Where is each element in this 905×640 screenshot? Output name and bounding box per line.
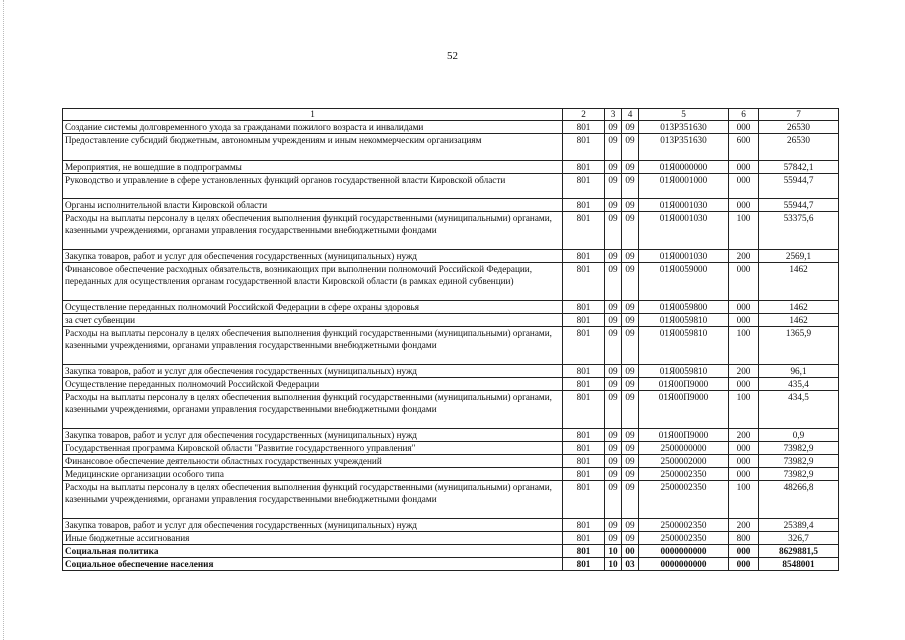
row-name-cell: Закупка товаров, работ и услуг для обеспечения государственных (муниципальных) нужд	[63, 429, 563, 442]
row-value-cell: 01Я0001030	[639, 199, 729, 212]
row-value-cell: 801	[563, 558, 605, 571]
row-name-cell: Иные бюджетные ассигнования	[63, 532, 563, 545]
row-value-cell: 000	[729, 301, 759, 314]
row-value-cell: 53375,6	[759, 212, 839, 250]
row-value-cell: 801	[563, 468, 605, 481]
row-value-cell: 801	[563, 314, 605, 327]
row-value-cell: 09	[622, 468, 639, 481]
row-value-cell: 09	[605, 378, 622, 391]
row-value-cell: 000	[729, 378, 759, 391]
table-header-row	[63, 109, 839, 121]
row-value-cell: 09	[605, 301, 622, 314]
row-value-cell: 73982,9	[759, 442, 839, 455]
table-row	[63, 250, 839, 263]
row-value-cell: 09	[605, 199, 622, 212]
row-value-cell: 2500000000	[639, 442, 729, 455]
table-row	[63, 468, 839, 481]
row-value-cell: 09	[622, 314, 639, 327]
row-value-cell: 09	[622, 134, 639, 161]
table-row	[63, 391, 839, 429]
row-value-cell: 09	[605, 391, 622, 429]
table-row	[63, 481, 839, 519]
row-value-cell: 01Я00П9000	[639, 391, 729, 429]
row-value-cell: 801	[563, 121, 605, 134]
row-value-cell: 801	[563, 199, 605, 212]
row-value-cell: 26530	[759, 134, 839, 161]
row-value-cell: 09	[605, 519, 622, 532]
row-value-cell: 09	[605, 481, 622, 519]
table-row	[63, 121, 839, 134]
row-value-cell: 000	[729, 442, 759, 455]
row-value-cell: 01Я0001030	[639, 250, 729, 263]
row-value-cell: 000	[729, 161, 759, 174]
row-name-cell: Закупка товаров, работ и услуг для обеспечения государственных (муниципальных) нужд	[63, 519, 563, 532]
row-value-cell: 200	[729, 365, 759, 378]
row-value-cell: 100	[729, 327, 759, 365]
row-value-cell: 801	[563, 442, 605, 455]
row-name-cell: Расходы на выплаты персоналу в целях обеспечения выполнения функций государственными (муниципальными) органами, казенными учреждениями, органами управления государственными внебюджетными фондами	[63, 391, 563, 429]
row-value-cell: 000	[729, 455, 759, 468]
row-name-cell: Государственная программа Кировской области "Развитие государственного управления"	[63, 442, 563, 455]
row-value-cell: 801	[563, 532, 605, 545]
row-name-cell: Мероприятия, не вошедшие в подпрограммы	[63, 161, 563, 174]
row-value-cell: 801	[563, 263, 605, 301]
row-value-cell: 09	[622, 442, 639, 455]
row-value-cell: 09	[605, 327, 622, 365]
row-name-cell: Расходы на выплаты персоналу в целях обеспечения выполнения функций государственными (муниципальными) органами, казенными учреждениями, органами управления государственными внебюджетными фондами	[63, 327, 563, 365]
row-value-cell: 1365,9	[759, 327, 839, 365]
row-value-cell: 25389,4	[759, 519, 839, 532]
row-value-cell: 01Я0059000	[639, 263, 729, 301]
row-value-cell: 0000000000	[639, 558, 729, 571]
header-cell: 4	[622, 109, 639, 121]
row-name-cell: Социальная политика	[63, 545, 563, 558]
row-value-cell: 200	[729, 250, 759, 263]
row-value-cell: 09	[622, 429, 639, 442]
table-row	[63, 365, 839, 378]
table-row	[63, 174, 839, 199]
row-value-cell: 801	[563, 161, 605, 174]
row-value-cell: 435,4	[759, 378, 839, 391]
row-value-cell: 09	[605, 532, 622, 545]
row-value-cell: 26530	[759, 121, 839, 134]
row-value-cell: 2500002350	[639, 519, 729, 532]
row-value-cell: 09	[622, 121, 639, 134]
row-value-cell: 2569,1	[759, 250, 839, 263]
row-value-cell: 1462	[759, 314, 839, 327]
row-value-cell: 100	[729, 481, 759, 519]
row-name-cell: Социальное обеспечение населения	[63, 558, 563, 571]
row-value-cell: 09	[605, 455, 622, 468]
row-value-cell: 801	[563, 378, 605, 391]
table-row	[63, 455, 839, 468]
table-row	[63, 442, 839, 455]
row-value-cell: 801	[563, 519, 605, 532]
table-row	[63, 532, 839, 545]
row-value-cell: 09	[605, 429, 622, 442]
row-value-cell: 01Я0059800	[639, 301, 729, 314]
row-value-cell: 09	[622, 378, 639, 391]
row-value-cell: 801	[563, 212, 605, 250]
row-value-cell: 48266,8	[759, 481, 839, 519]
row-name-cell: Финансовое обеспечение расходных обязательств, возникающих при выполнении полномочий Российской Федерации, переданных для осуществления органам государственной власти Кировской области (в рамках единой субвенции)	[63, 263, 563, 301]
row-value-cell: 000	[729, 314, 759, 327]
row-value-cell: 09	[622, 455, 639, 468]
row-value-cell: 801	[563, 134, 605, 161]
row-value-cell: 01Я0001000	[639, 174, 729, 199]
row-value-cell: 09	[622, 327, 639, 365]
row-value-cell: 000	[729, 263, 759, 301]
row-value-cell: 03	[622, 558, 639, 571]
table-row	[63, 378, 839, 391]
row-value-cell: 800	[729, 532, 759, 545]
row-value-cell: 200	[729, 429, 759, 442]
row-value-cell: 801	[563, 455, 605, 468]
row-value-cell: 8548001	[759, 558, 839, 571]
row-value-cell: 09	[622, 212, 639, 250]
row-value-cell: 01Я0001030	[639, 212, 729, 250]
row-value-cell: 09	[605, 468, 622, 481]
row-value-cell: 8629881,5	[759, 545, 839, 558]
row-value-cell: 434,5	[759, 391, 839, 429]
table-row	[63, 519, 839, 532]
table-row	[63, 263, 839, 301]
row-value-cell: 09	[605, 263, 622, 301]
table-row	[63, 327, 839, 365]
row-value-cell: 100	[729, 391, 759, 429]
row-name-cell: Осуществление переданных полномочий Российской Федерации в сфере охраны здоровья	[63, 301, 563, 314]
row-value-cell: 2500002000	[639, 455, 729, 468]
row-value-cell: 09	[622, 532, 639, 545]
row-value-cell: 55944,7	[759, 199, 839, 212]
row-value-cell: 1462	[759, 263, 839, 301]
row-value-cell: 801	[563, 545, 605, 558]
row-value-cell: 73982,9	[759, 455, 839, 468]
row-value-cell: 000	[729, 199, 759, 212]
row-name-cell: Руководство и управление в сфере установленных функций органов государственной власти Кировской области	[63, 174, 563, 199]
row-value-cell: 0000000000	[639, 545, 729, 558]
table-row	[63, 301, 839, 314]
row-value-cell: 000	[729, 121, 759, 134]
row-value-cell: 01Я00П9000	[639, 378, 729, 391]
row-value-cell: 200	[729, 519, 759, 532]
row-name-cell: Создание системы долговременного ухода за гражданами пожилого возраста и инвалидами	[63, 121, 563, 134]
row-value-cell: 000	[729, 558, 759, 571]
row-value-cell: 09	[622, 199, 639, 212]
row-value-cell: 326,7	[759, 532, 839, 545]
table-row	[63, 558, 839, 571]
row-value-cell: 09	[622, 263, 639, 301]
table-row	[63, 545, 839, 558]
row-value-cell: 10	[605, 558, 622, 571]
row-value-cell: 013P351630	[639, 134, 729, 161]
row-value-cell: 1462	[759, 301, 839, 314]
row-value-cell: 09	[605, 174, 622, 199]
row-name-cell: Закупка товаров, работ и услуг для обеспечения государственных (муниципальных) нужд	[63, 365, 563, 378]
row-value-cell: 96,1	[759, 365, 839, 378]
row-value-cell: 801	[563, 301, 605, 314]
row-value-cell: 09	[622, 161, 639, 174]
row-value-cell: 57842,1	[759, 161, 839, 174]
header-cell: 6	[729, 109, 759, 121]
row-value-cell: 600	[729, 134, 759, 161]
row-value-cell: 000	[729, 468, 759, 481]
row-value-cell: 09	[605, 365, 622, 378]
row-name-cell: Органы исполнительной власти Кировской области	[63, 199, 563, 212]
row-value-cell: 801	[563, 174, 605, 199]
row-value-cell: 801	[563, 429, 605, 442]
row-value-cell: 09	[605, 134, 622, 161]
row-value-cell: 801	[563, 391, 605, 429]
row-value-cell: 09	[622, 481, 639, 519]
row-value-cell: 09	[622, 301, 639, 314]
table-row	[63, 161, 839, 174]
table-row	[63, 199, 839, 212]
row-name-cell: Предоставление субсидий бюджетным, автономным учреждениям и иным некоммерческим организациям	[63, 134, 563, 161]
row-value-cell: 01Я0000000	[639, 161, 729, 174]
row-value-cell: 01Я0059810	[639, 365, 729, 378]
header-cell: 1	[63, 109, 563, 121]
header-cell: 2	[563, 109, 605, 121]
row-value-cell: 801	[563, 365, 605, 378]
row-value-cell: 00	[622, 545, 639, 558]
row-value-cell: 100	[729, 212, 759, 250]
row-value-cell: 801	[563, 327, 605, 365]
row-value-cell: 801	[563, 481, 605, 519]
header-cell: 3	[605, 109, 622, 121]
table-row	[63, 212, 839, 250]
row-name-cell: Расходы на выплаты персоналу в целях обеспечения выполнения функций государственными (муниципальными) органами, казенными учреждениями, органами управления государственными внебюджетными фондами	[63, 212, 563, 250]
row-name-cell: Финансовое обеспечение деятельности областных государственных учреждений	[63, 455, 563, 468]
row-name-cell: Расходы на выплаты персоналу в целях обеспечения выполнения функций государственными (муниципальными) органами, казенными учреждениями, органами управления государственными внебюджетными фондами	[63, 481, 563, 519]
row-value-cell: 01Я0059810	[639, 314, 729, 327]
row-value-cell: 013P351630	[639, 121, 729, 134]
row-name-cell: за счет субвенции	[63, 314, 563, 327]
row-value-cell: 73982,9	[759, 468, 839, 481]
row-value-cell: 01Я0059810	[639, 327, 729, 365]
table-row	[63, 429, 839, 442]
row-value-cell: 801	[563, 250, 605, 263]
row-value-cell: 09	[605, 442, 622, 455]
row-value-cell: 09	[622, 174, 639, 199]
row-value-cell: 2500002350	[639, 532, 729, 545]
row-value-cell: 55944,7	[759, 174, 839, 199]
row-value-cell: 09	[605, 212, 622, 250]
row-value-cell: 000	[729, 545, 759, 558]
row-value-cell: 09	[622, 250, 639, 263]
row-value-cell: 2500002350	[639, 481, 729, 519]
row-value-cell: 09	[605, 250, 622, 263]
row-value-cell: 01Я00П9000	[639, 429, 729, 442]
header-cell: 5	[639, 109, 729, 121]
row-value-cell: 2500002350	[639, 468, 729, 481]
row-value-cell: 0,9	[759, 429, 839, 442]
row-value-cell: 09	[605, 121, 622, 134]
row-value-cell: 09	[622, 391, 639, 429]
table-row	[63, 314, 839, 327]
row-value-cell: 09	[605, 161, 622, 174]
header-cell: 7	[759, 109, 839, 121]
row-name-cell: Осуществление переданных полномочий Российской Федерации	[63, 378, 563, 391]
row-value-cell: 000	[729, 174, 759, 199]
row-name-cell: Закупка товаров, работ и услуг для обеспечения государственных (муниципальных) нужд	[63, 250, 563, 263]
binding-edge	[3, 0, 8, 640]
row-value-cell: 09	[622, 519, 639, 532]
table-row	[63, 134, 839, 161]
row-value-cell: 10	[605, 545, 622, 558]
row-value-cell: 09	[605, 314, 622, 327]
page-number: 52	[447, 50, 458, 62]
row-name-cell: Медицинские организации особого типа	[63, 468, 563, 481]
budget-table	[62, 108, 839, 571]
row-value-cell: 09	[622, 365, 639, 378]
